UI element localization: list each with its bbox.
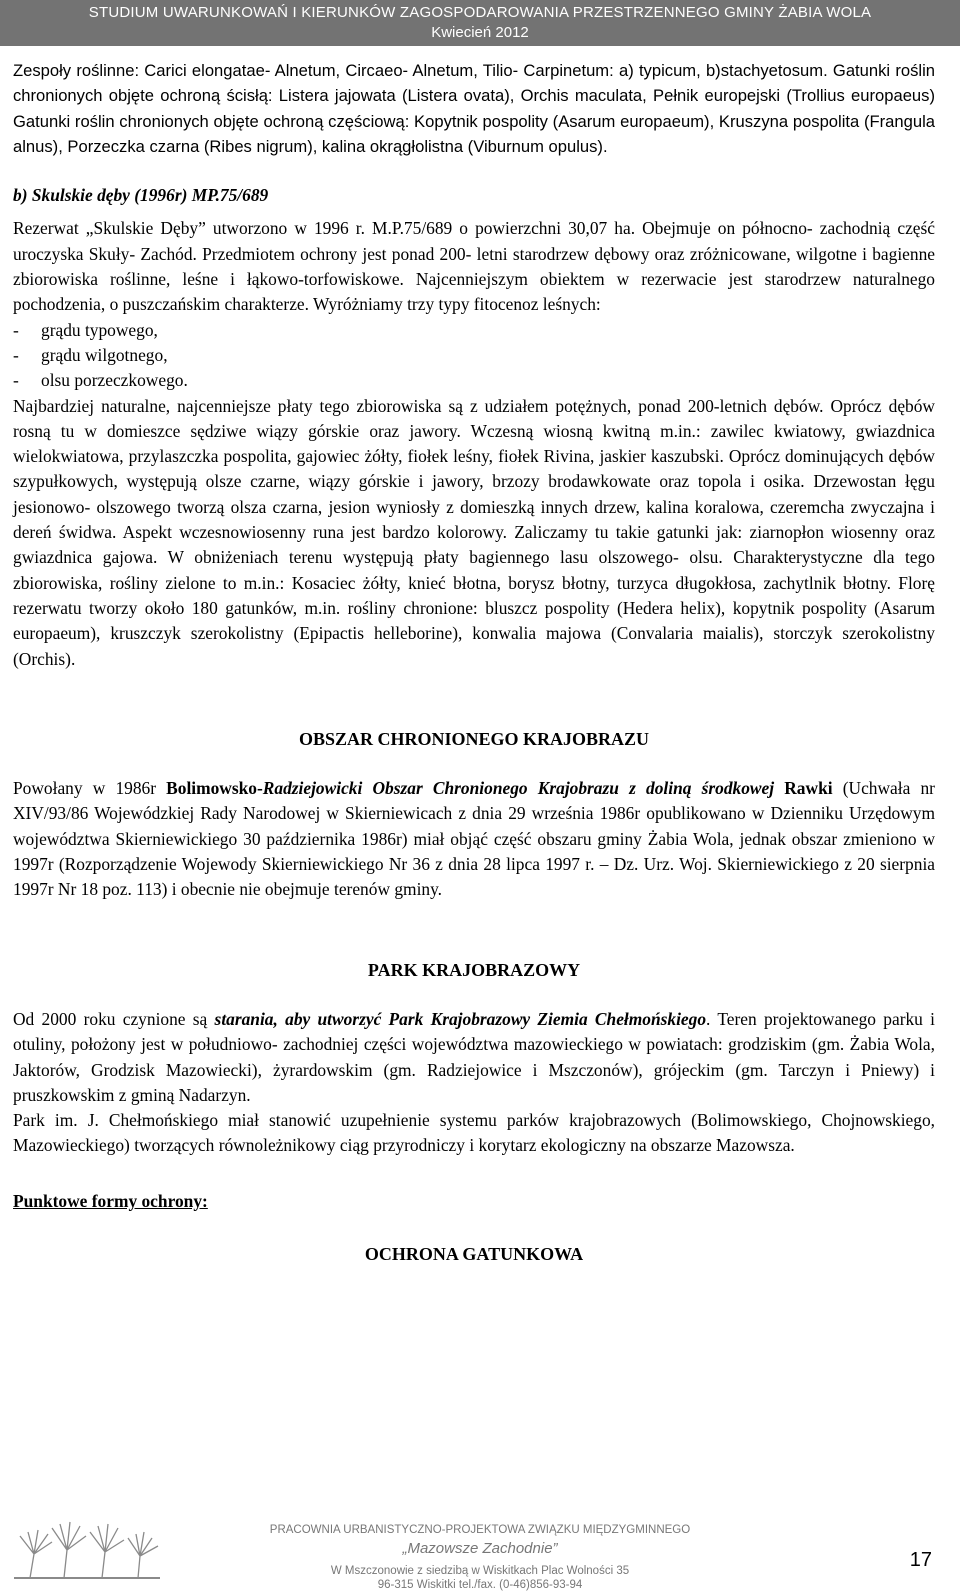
list-item: - grądu typowego, (13, 319, 158, 340)
footer-address: W Mszczonowie z siedzibą w Wiskitkach Plac Wolności 35 (330, 1565, 630, 1577)
paragraph-plant-communities: Zespoły roślinne: Carici elongatae- Alnetum, Circaeo- Alnetum, Tilio- Carpinetum: a) typicum, b)stachyetosum. Gatunki roślin chronionych objęte ochroną ścisłą: Listera jajowata (Listera ovata), Orchis maculata, Pełnik europejski (Trollius europaeus) Gatunki roślin chronionych objęte ochroną częściową: Kopytnik pospolity (Asarum europaeum), Kruszyna pospolita (Frangula alnus), Porzeczka czarna (Ribes nigrum), kalina okrągłolistna (Viburnum opulus). (13, 61, 935, 156)
document-body (13, 58, 935, 1267)
header-date: Kwiecień 2012 (431, 24, 529, 41)
heading-park: PARK KRAJOBRAZOWY (367, 959, 581, 980)
footer-org: PRACOWNIA URBANISTYCZNO-PROJEKTOWA ZWIĄZKU MIĘDZYGMINNEGO (269, 1524, 691, 1536)
document-header (0, 0, 960, 46)
paragraph-flora: Najbardziej naturalne, najcenniejsze płaty tego zbiorowiska są z udziałem potężnych, ponad 200-letnich dębów. Oprócz dębów rosną tu w domieszce sędziwe wiązy górskie oraz jawory. Wczesną wiosną kwitną m.in.: zawilec kwiatowy, gwiazdnica wielokwiatowa, przylaszczka pospolita, gajowiec żółty, fiołek leśny, fiołek Rivina, jaskier kaszubski. Oprócz dominujących dębów szypułkowych, występują olsze czarne, wiązy górskie i jawory, brzozy brodawkowate oraz topola i osika. Drzewostan łęgu jesionowo- olszowego tworzą olsza czarna, jesion wyniosły z domieszką innych drzew, kalina koralowa, czeremcha zwyczajna i dereń świdwa. Aspekt wczesnowiosenny runa jest bardzo kolorowy. Zaliczamy tu takie gatunki jak: ziarnopłon wiosenny oraz gwiazdnica gajowa. W obniżeniach terenu występują płaty bagiennego lasu olszowego- olsu. Charakterystyczne dla tego zbiorowiska, rośliny zielone to m.in.: Kosaciec żółty, knieć błotna, borysz błotny, turzyca długokłosa, zachytlnik błotny. Florę rezerwatu tworzy około 180 gatunków, m.in. rośliny chronione: bluszcz pospolity (Hedera helix), kopytnik pospolity (Asarum europaeum), kruszczyk szerokolistny (Epipactis helleborine), konwalia majowa (Convalaria maialis), storczyk szerokolistny (Orchis). (13, 395, 935, 669)
document-footer (0, 1510, 960, 1592)
list-item: - olsu porzeczkowego. (13, 370, 188, 391)
footer-contact: 96-315 Wiskitki tel./fax. (0-46)856-93-94 (377, 1579, 583, 1591)
subheading-skulskie-deby: b) Skulskie dęby (1996r) MP.75/689 (13, 185, 269, 206)
paragraph-park-system: Park im. J. Chełmońskiego miał stanowić uzupełnienie systemu parków krajobrazowych (Bolimowskiego, Chojnowskiego, Mazowieckiego) tworzących równoleżnikowy ciąg przyrodniczy i korytarz ekologiczny na obszarze Mazowsza. (13, 1110, 935, 1156)
heading-osk: OBSZAR CHRONIONEGO KRAJOBRAZU (298, 728, 650, 749)
footer-org-name: „Mazowsze Zachodnie” (402, 1540, 558, 1557)
list-item: - grądu wilgotnego, (13, 344, 168, 365)
paragraph-park: Od 2000 roku czynione są starania, aby utworzyć Park Krajobrazowy Ziemia Chełmońskiego. Teren projektowanego parku i otuliny, położony jest w południowo- zachodniej części województwa mazowieckiego w powiatach: grodziskim (gm. Żabia Wola, Jaktorów, Grodzisk Mazowiecki), żyrardowskim (gm. Radziejowice i Mszczonów), grójeckim (gm. Tarczyn i Pniewy) i pruszkowskim z gminą Nadarzyn. (13, 1008, 935, 1105)
page-number: 17 (909, 1549, 932, 1571)
heading-ochrona-gatunkowa: OCHRONA GATUNKOWA (364, 1243, 584, 1264)
heading-punktowe: Punktowe formy ochrony: (13, 1190, 208, 1211)
header-title: STUDIUM UWARUNKOWAŃ I KIERUNKÓW ZAGOSPODAROWANIA PRZESTRZENNEGO GMINY ŻABIA WOLA (88, 4, 872, 21)
paragraph-reserve: Rezerwat „Skulskie Dęby” utworzono w 1996 r. M.P.75/689 o powierzchni 30,07 ha. Obejmuje on północno- zachodnią część uroczyska Skuły- Zachód. Przedmiotem ochrony jest ponad 200- letni starodrzew dębowy oraz zróżnicowane, wilgotne i bagienne zbiorowiska roślinne, leśne i łąkowo-torfowiskowe. Najcenniejszym obiektem w rezerwacie jest starodrzew naturalnego pochodzenia, o puszczańskim charakterze. Wyróżniamy trzy typy fitocenoz leśnych: (13, 218, 935, 315)
paragraph-osk: Powołany w 1986r Bolimowsko-Radziejowicki Obszar Chronionego Krajobrazu z doliną środkowej Rawki (Uchwała nr XIV/93/86 Wojewódzkiej Rady Narodowej w Skierniewicach z dnia 29 września 1986r opublikowano w Dzienniku Urzędowym województwa Skierniewickiego 30 października 1986r) miał objąć część obszaru gminy Żabia Wola, jednak obszar zmieniono w 1997r (Rozporządzenie Wojewody Skierniewickiego Nr 36 z dnia 28 lipca 1997 r. – Dz. Urz. Woj. Skierniewickiego z 20 sierpnia 1997r Nr 18 poz. 113) i obecnie nie obejmuje terenów gminy. (13, 778, 935, 900)
